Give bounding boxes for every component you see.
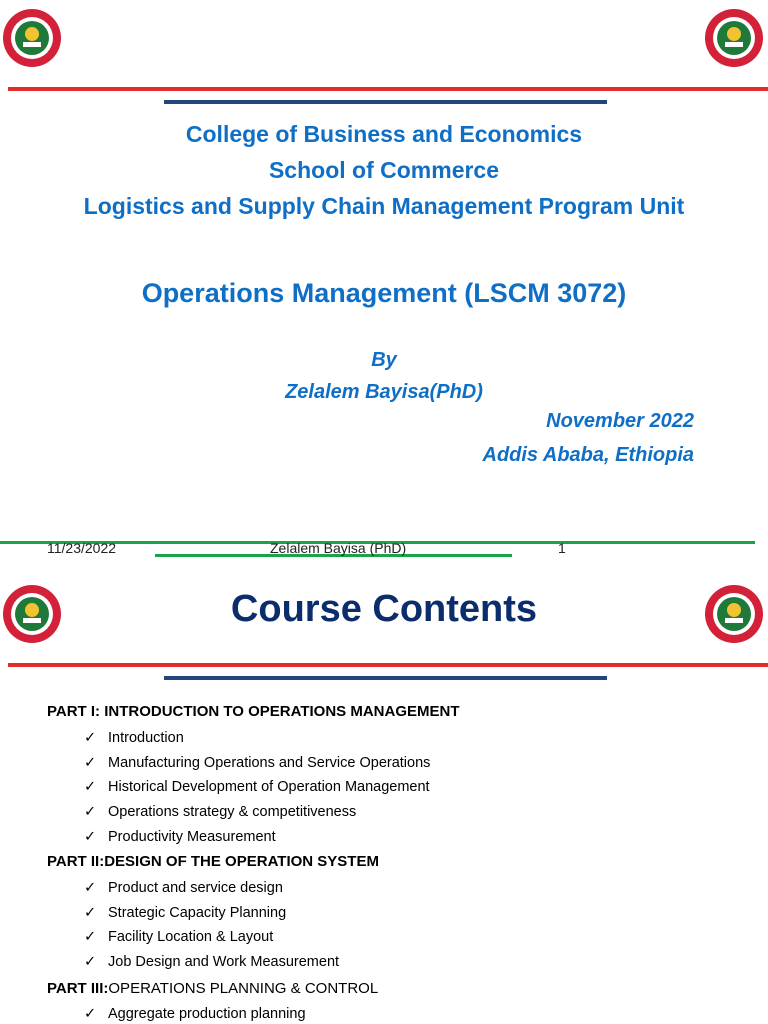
- part-title: DESIGN OF THE OPERATION SYSTEM: [104, 853, 379, 870]
- footer-page-number: 1: [558, 540, 566, 556]
- university-seal-icon: [2, 8, 62, 68]
- slide-title: Course Contents: [230, 588, 538, 630]
- navy-rule: [164, 100, 607, 104]
- navy-rule: [164, 676, 607, 680]
- check-icon: ✓: [84, 829, 97, 845]
- part-title: OPERATIONS PLANNING & CONTROL: [108, 980, 379, 997]
- program-name: Logistics and Supply Chain Management Program Unit: [83, 193, 685, 219]
- part-label: PART I:: [47, 703, 105, 720]
- by-label: By: [371, 349, 397, 371]
- list-item: ✓ Aggregate production planning: [84, 1006, 306, 1022]
- presentation-location: Addis Ababa, Ethiopia: [482, 444, 694, 466]
- check-icon: ✓: [84, 755, 97, 771]
- institution-heading: [0, 116, 768, 224]
- list-item: ✓ Strategic Capacity Planning: [84, 905, 287, 921]
- course-contents-slide: [0, 562, 768, 1024]
- check-icon: ✓: [84, 905, 97, 921]
- check-icon: ✓: [84, 929, 97, 945]
- check-icon: ✓: [84, 779, 97, 795]
- list-item: ✓ Job Design and Work Measurement: [84, 954, 340, 970]
- course-title: Operations Management (LSCM 3072): [141, 278, 627, 308]
- red-rule: [8, 663, 768, 667]
- byline: [0, 344, 768, 408]
- check-icon: ✓: [84, 730, 97, 746]
- part-label: PART III:: [47, 980, 109, 997]
- list-item: ✓ Facility Location & Layout: [84, 929, 274, 945]
- list-item: ✓ Product and service design: [84, 880, 283, 896]
- list-item: ✓ Manufacturing Operations and Service Operations: [84, 755, 431, 771]
- check-icon: ✓: [84, 1006, 97, 1022]
- presentation-date: November 2022: [546, 410, 694, 432]
- part-heading-3: [47, 980, 378, 997]
- check-icon: ✓: [84, 954, 97, 970]
- red-rule: [8, 87, 768, 91]
- school-name: School of Commerce: [268, 157, 500, 183]
- part-heading-1: [47, 703, 460, 720]
- list-item: ✓ Operations strategy & competitiveness: [84, 804, 357, 820]
- list-item: ✓ Productivity Measurement: [84, 829, 276, 845]
- list-item: ✓ Historical Development of Operation Management: [84, 779, 430, 795]
- author-name: Zelalem Bayisa(PhD): [285, 381, 483, 403]
- footer-author: Zelalem Bayisa (PhD): [270, 540, 407, 556]
- part-label: PART II:: [47, 853, 105, 870]
- university-seal-icon: [704, 8, 764, 68]
- college-name: College of Business and Economics: [185, 121, 583, 147]
- check-icon: ✓: [84, 804, 97, 820]
- footer-date: 11/23/2022: [47, 540, 117, 556]
- part-title: INTRODUCTION TO OPERATIONS MANAGEMENT: [104, 703, 460, 720]
- part-heading-2: [47, 853, 379, 870]
- list-item: ✓ Introduction: [84, 730, 184, 746]
- check-icon: ✓: [84, 880, 97, 896]
